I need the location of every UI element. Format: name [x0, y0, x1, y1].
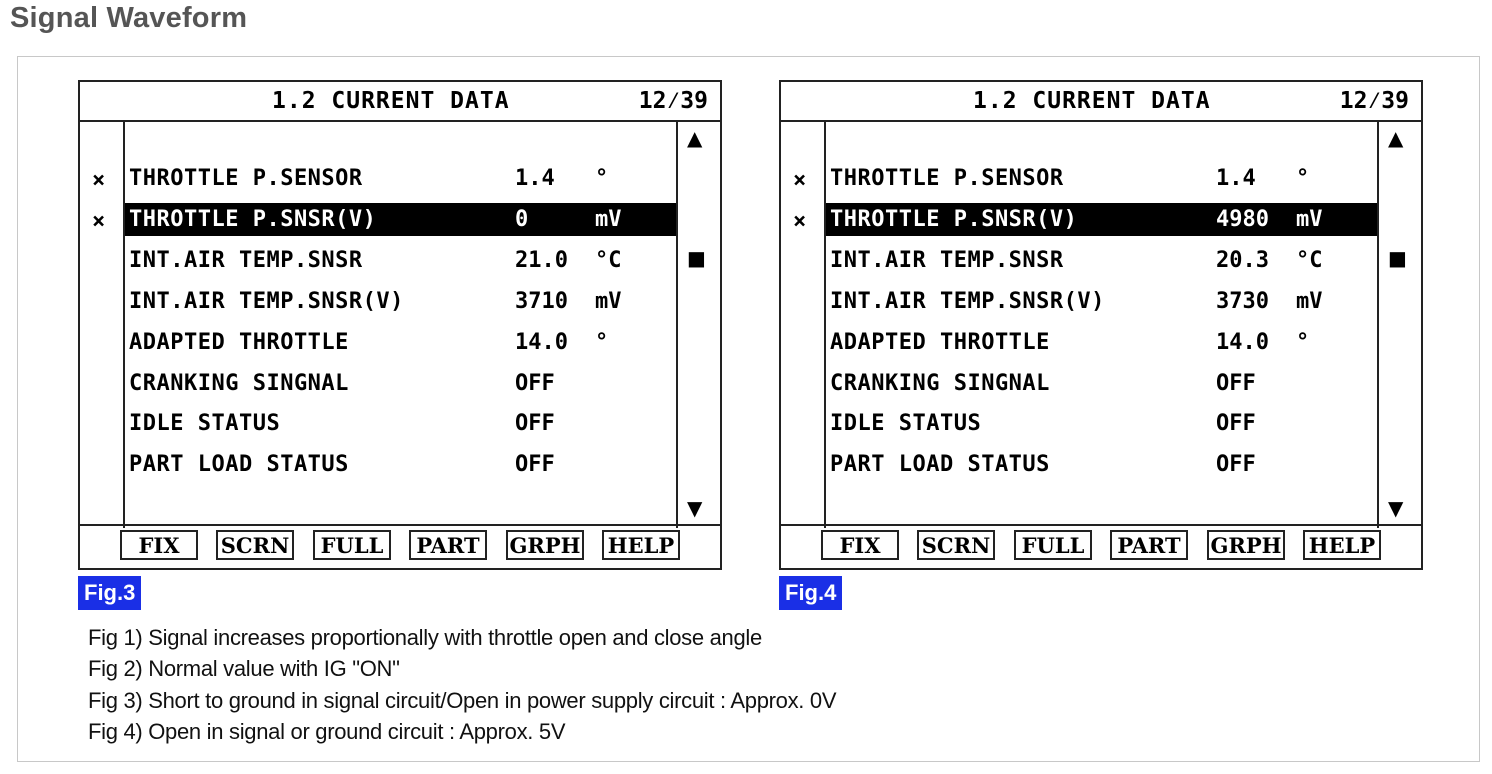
row-value: OFF	[515, 411, 555, 436]
scroll-down-icon[interactable]: ▼	[1388, 496, 1404, 520]
row-value: 14.0	[515, 330, 568, 355]
figure-tag: Fig.4	[779, 576, 842, 610]
scanner-screen-fig3	[78, 80, 722, 570]
row-label: ADAPTED THROTTLE	[830, 330, 1050, 355]
data-row[interactable]	[125, 367, 676, 400]
scrn-button[interactable]: SCRN	[216, 530, 294, 560]
note-line: Fig 1) Signal increases proportionally with throttle open and close angle	[88, 625, 762, 650]
data-row-selected[interactable]	[125, 203, 676, 236]
row-label: PART LOAD STATUS	[830, 452, 1050, 477]
row-value: 0	[515, 207, 529, 232]
data-row[interactable]	[125, 162, 676, 195]
row-label: THROTTLE P.SENSOR	[830, 166, 1064, 191]
row-value: 3710	[515, 289, 568, 314]
data-row[interactable]	[125, 448, 676, 481]
data-row[interactable]	[826, 367, 1377, 400]
row-unit: °	[1296, 330, 1310, 355]
row-value: OFF	[1216, 411, 1256, 436]
selected-marker: ×	[92, 168, 106, 193]
row-label: THROTTLE P.SNSR(V)	[129, 207, 377, 232]
page-indicator: 12⁄39	[1339, 88, 1409, 114]
full-button[interactable]: FULL	[1014, 530, 1092, 560]
row-unit: °	[1296, 166, 1310, 191]
row-label: PART LOAD STATUS	[129, 452, 349, 477]
scroll-thumb-icon[interactable]: ■	[1388, 246, 1407, 270]
row-value: OFF	[1216, 452, 1256, 477]
function-key-bar	[781, 524, 1421, 568]
data-list	[123, 120, 678, 528]
row-label: IDLE STATUS	[129, 411, 281, 436]
data-row[interactable]	[125, 326, 676, 359]
data-row[interactable]	[826, 407, 1377, 440]
scanner-screen-fig4	[779, 80, 1423, 570]
data-row[interactable]	[826, 244, 1377, 277]
note-line: Fig 2) Normal value with IG "ON"	[88, 656, 400, 681]
note-line: Fig 4) Open in signal or ground circuit : Approx. 5V	[88, 719, 566, 744]
selected-marker: ×	[793, 209, 807, 234]
selected-marker: ×	[92, 209, 106, 234]
data-row[interactable]	[125, 407, 676, 440]
scanner-header	[781, 82, 1421, 122]
data-row[interactable]	[826, 448, 1377, 481]
row-label: INT.AIR TEMP.SNSR	[129, 248, 363, 273]
help-button[interactable]: HELP	[602, 530, 680, 560]
data-row[interactable]	[826, 162, 1377, 195]
data-row-selected[interactable]	[826, 203, 1377, 236]
full-button[interactable]: FULL	[313, 530, 391, 560]
grph-button[interactable]: GRPH	[506, 530, 584, 560]
row-unit: °	[595, 166, 609, 191]
row-value: 3730	[1216, 289, 1269, 314]
row-label: INT.AIR TEMP.SNSR	[830, 248, 1064, 273]
row-value: OFF	[1216, 371, 1256, 396]
part-button[interactable]: PART	[1110, 530, 1188, 560]
row-label: INT.AIR TEMP.SNSR(V)	[129, 289, 404, 314]
row-value: 14.0	[1216, 330, 1269, 355]
grph-button[interactable]: GRPH	[1207, 530, 1285, 560]
row-value: 20.3	[1216, 248, 1269, 273]
row-value: OFF	[515, 371, 555, 396]
row-unit: mV	[595, 289, 622, 314]
scanner-title: 1.2 CURRENT DATA	[973, 88, 1211, 114]
function-key-bar	[80, 524, 720, 568]
data-row[interactable]	[125, 285, 676, 318]
row-value: OFF	[515, 452, 555, 477]
row-unit: °	[595, 330, 609, 355]
data-row[interactable]	[125, 244, 676, 277]
section-title: Signal Waveform	[10, 2, 248, 34]
help-button[interactable]: HELP	[1303, 530, 1381, 560]
scroll-thumb-icon[interactable]: ■	[687, 246, 706, 270]
data-row[interactable]	[826, 326, 1377, 359]
row-value: 1.4	[1216, 166, 1256, 191]
scrn-button[interactable]: SCRN	[917, 530, 995, 560]
row-value: 21.0	[515, 248, 568, 273]
row-label: THROTTLE P.SNSR(V)	[830, 207, 1078, 232]
data-row[interactable]	[826, 285, 1377, 318]
row-label: THROTTLE P.SENSOR	[129, 166, 363, 191]
row-label: CRANKING SINGNAL	[830, 371, 1050, 396]
note-line: Fig 3) Short to ground in signal circuit/Open in power supply circuit : Approx. 0V	[88, 688, 837, 713]
scroll-down-icon[interactable]: ▼	[687, 496, 703, 520]
row-label: CRANKING SINGNAL	[129, 371, 349, 396]
page-indicator: 12⁄39	[638, 88, 708, 114]
fix-button[interactable]: FIX	[821, 530, 899, 560]
fix-button[interactable]: FIX	[120, 530, 198, 560]
figure-tag: Fig.3	[78, 576, 141, 610]
row-unit: mV	[595, 207, 622, 232]
part-button[interactable]: PART	[409, 530, 487, 560]
scanner-title: 1.2 CURRENT DATA	[272, 88, 510, 114]
row-label: INT.AIR TEMP.SNSR(V)	[830, 289, 1105, 314]
row-unit: mV	[1296, 289, 1323, 314]
row-label: IDLE STATUS	[830, 411, 982, 436]
scroll-up-icon[interactable]: ▲	[687, 126, 703, 150]
row-label: ADAPTED THROTTLE	[129, 330, 349, 355]
row-value: 1.4	[515, 166, 555, 191]
selected-marker: ×	[793, 168, 807, 193]
data-list	[824, 120, 1379, 528]
row-unit: °C	[595, 248, 622, 273]
row-unit: °C	[1296, 248, 1323, 273]
scanner-header	[80, 82, 720, 122]
row-unit: mV	[1296, 207, 1323, 232]
row-value: 4980	[1216, 207, 1269, 232]
scroll-up-icon[interactable]: ▲	[1388, 126, 1404, 150]
